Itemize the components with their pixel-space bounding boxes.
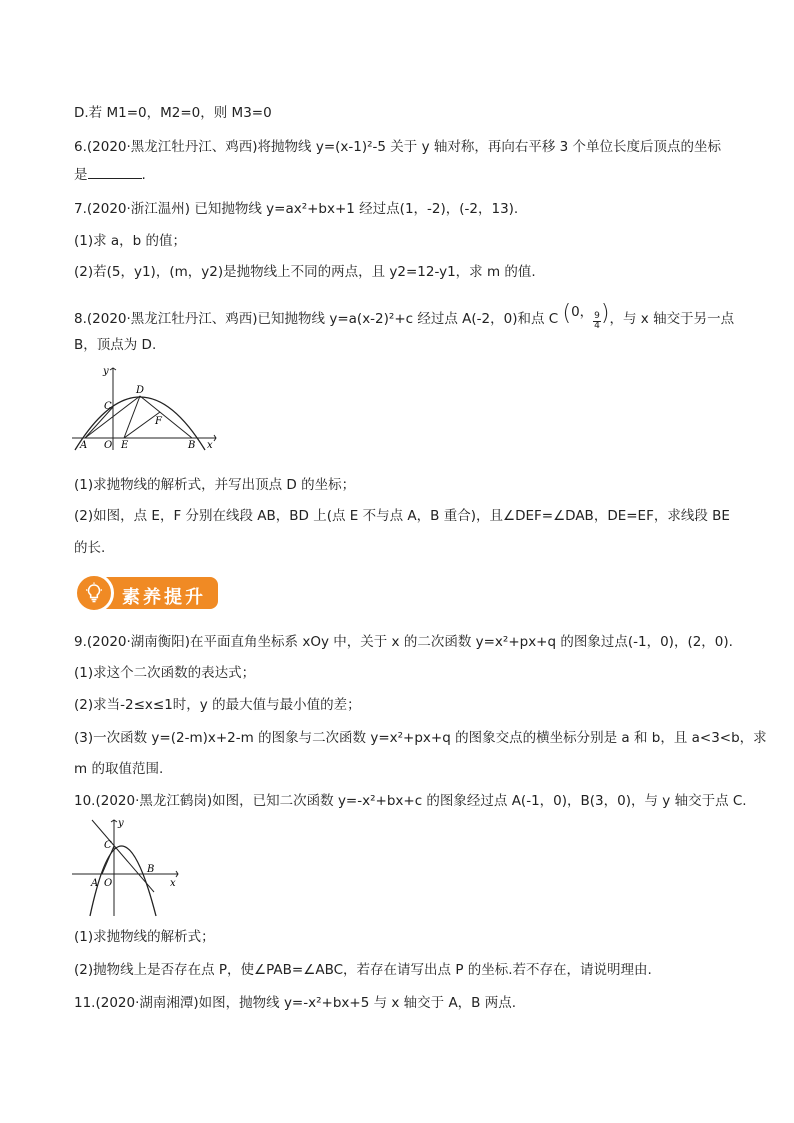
question-10-text: 10.(2020·黑龙江鹤岗)如图，已知二次函数 y=-x²+bx+c 的图象经过点 A(-1，0)，B(3，0)，与 y 轴交于点 C. [74, 793, 747, 809]
figure-parabola-q10 [70, 816, 182, 918]
section-badge [74, 573, 218, 613]
fraction-denominator: 4 [594, 321, 600, 331]
fig1-label-d: D [136, 385, 145, 396]
question-7-part-2: (2)若(5，y1)，(m，y2)是抛物线上不同的两点，且 y2=12-y1，求 m 的值. [74, 264, 536, 280]
fig1-label-a: A [80, 440, 88, 451]
fig2-label-y: y [118, 818, 124, 829]
question-8-part-2-cont: 的长. [74, 540, 106, 556]
question-6-text: 6.(2020·黑龙江牡丹江、鸡西)将抛物线 y=(x-1)²-5 关于 y 轴对称，再向右平移 3 个单位长度后顶点的坐标 [74, 139, 722, 155]
fig1-label-e: E [121, 440, 129, 451]
fig2-label-o: O [104, 878, 113, 889]
fig1-label-o: O [104, 440, 113, 451]
fig1-label-x: x [207, 440, 213, 451]
fig2-label-x: x [170, 878, 176, 889]
fig2-label-b: B [147, 864, 155, 875]
question-10-part-1: (1)求抛物线的解析式； [74, 929, 215, 945]
question-7-part-1: (1)求 a，b 的值； [74, 233, 187, 249]
question-9-part-1: (1)求这个二次函数的表达式； [74, 665, 256, 681]
question-7-text: 7.(2020·浙江温州) 已知抛物线 y=ax²+bx+1 经过点(1，-2)，(-2，13). [74, 201, 519, 217]
option-d-text: D.若 M1=0，M2=0，则 M3=0 [74, 105, 272, 121]
question-9-part-2: (2)求当-2≤x≤1时，y 的最大值与最小值的差； [74, 697, 361, 713]
point-c-x: 0， [571, 304, 594, 320]
question-8-part-1: (1)求抛物线的解析式，并写出顶点 D 的坐标； [74, 477, 356, 493]
question-6-continuation [74, 166, 146, 184]
badge-label: 素养提升 [122, 587, 206, 608]
question-8-text [74, 301, 735, 333]
answer-prefix: 是 [74, 167, 88, 183]
figure-parabola-q8 [70, 362, 220, 452]
fig2-label-c: C [104, 840, 112, 851]
question-8-tail: ，与 x 轴交于另一点 [609, 311, 735, 327]
question-9-text: 9.(2020·湖南衡阳)在平面直角坐标系 xOy 中，关于 x 的二次函数 y=x²+px+q 的图象过点(-1，0)，(2，0). [74, 634, 733, 650]
fraction-numerator: 9 [594, 311, 600, 321]
answer-blank [88, 166, 142, 179]
question-9-part-3: (3)一次函数 y=(2-m)x+2-m 的图象与二次函数 y=x²+px+q 的图象交点的横坐标分别是 a 和 b，且 a<3<b，求 [74, 730, 767, 746]
question-9-part-3-cont: m 的取值范围. [74, 761, 164, 777]
question-10-part-2: (2)抛物线上是否存在点 P，使∠PAB=∠ABC，若存在请写出点 P 的坐标.若不存在，请说明理由. [74, 962, 652, 978]
lightbulb-icon [74, 573, 114, 613]
fig1-label-b: B [188, 440, 196, 451]
answer-suffix: . [141, 167, 146, 183]
fig1-label-f: F [155, 416, 162, 427]
question-8-lead: 8.(2020·黑龙江牡丹江、鸡西)已知抛物线 y=a(x-2)²+c 经过点 A(-2，0)和点 C [74, 311, 559, 327]
point-c-coordinates: (0， $\frac{9}{4}$ ) [562, 301, 610, 331]
question-8-part-2: (2)如图，点 E，F 分别在线段 AB，BD 上(点 E 不与点 A，B 重合)，且∠DEF=∠DAB，DE=EF，求线段 BE [74, 508, 730, 524]
question-11-text: 11.(2020·湖南湘潭)如图，抛物线 y=-x²+bx+5 与 x 轴交于 A，B 两点. [74, 995, 517, 1011]
fig2-label-a: A [91, 878, 99, 889]
fig1-label-y: y [103, 366, 109, 377]
question-8-continuation: B，顶点为 D. [74, 337, 157, 353]
fig1-label-c: C [104, 401, 112, 412]
